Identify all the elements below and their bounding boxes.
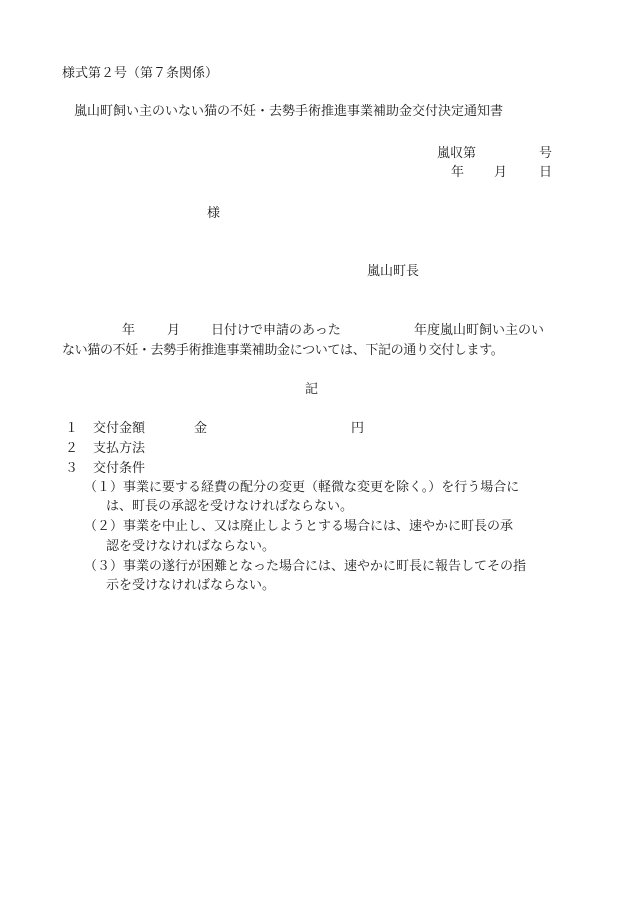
item-2-label: 支払方法: [93, 441, 146, 456]
addressee-suffix: 様: [207, 206, 221, 221]
condition-3-line1: （３）事業の遂行が困難となった場合には、速やかに町長に報告してその指: [84, 559, 527, 574]
issue-number-prefix: 嵐収第: [437, 146, 477, 161]
item-1-kin: 金: [194, 421, 208, 436]
document-title: 嵐山町飼い主のいない猫の不妊・去勢手術推進事業補助金交付決定通知書: [74, 104, 504, 119]
condition-2-line2: 認を受けなければならない。: [106, 539, 276, 554]
item-3-label: 交付条件: [93, 461, 146, 476]
ki-heading: 記: [305, 382, 319, 397]
date-day: 日: [539, 165, 553, 180]
condition-3-line2: 示を受けなければならない。: [106, 578, 276, 593]
issue-number-suffix: 号: [539, 146, 553, 161]
item-1-label: 交付金額: [93, 421, 146, 436]
sender-name: 嵐山町長: [367, 264, 420, 279]
body-year: 年: [122, 323, 136, 338]
item-1-yen: 円: [351, 421, 365, 436]
body-month: 月: [167, 323, 181, 338]
date-year: 年: [451, 165, 465, 180]
date-month: 月: [494, 165, 508, 180]
item-3-number: ３: [65, 461, 79, 476]
condition-1-line2: は、町長の承認を受けなければならない。: [106, 499, 354, 514]
item-1-number: １: [65, 421, 79, 436]
body-date-text: 日付けで申請のあった: [211, 323, 341, 338]
item-2-number: ２: [65, 441, 79, 456]
body-line1-tail: 年度嵐山町飼い主のい: [414, 323, 545, 338]
form-label: 様式第２号（第７条関係）: [62, 66, 219, 81]
condition-2-line1: （２）事業を中止し、又は廃止しようとする場合には、速やかに町長の承: [84, 519, 514, 534]
condition-1-line1: （１）事業に要する経費の配分の変更（軽微な変更を除く。）を行う場合に: [84, 480, 520, 495]
body-line2: ない猫の不妊・去勢手術推進事業補助金については、下記の通り交付します。: [62, 343, 504, 358]
